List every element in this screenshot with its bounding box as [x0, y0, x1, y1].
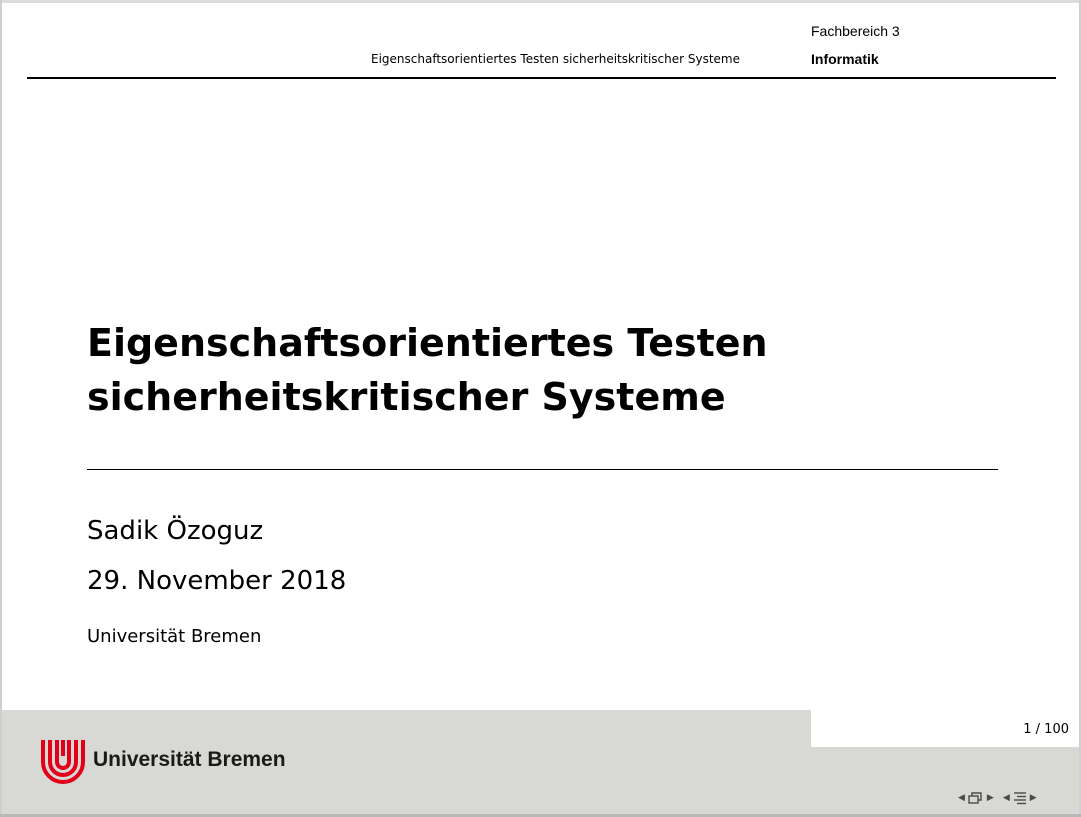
- title-line-2: sicherheitskritischer Systeme: [87, 375, 726, 419]
- outline-icon[interactable]: [1013, 791, 1027, 805]
- title-rule: [87, 469, 998, 470]
- viewer-border-top: [0, 0, 1081, 3]
- header-rule: [27, 77, 1056, 79]
- nav-next-section-arrow-icon[interactable]: ▶: [1029, 793, 1037, 803]
- presentation-date: 29. November 2018: [87, 566, 347, 596]
- page-number: 1 / 100: [1023, 722, 1069, 737]
- beamer-navigation: [958, 789, 1070, 807]
- nav-prev-frame-arrow-icon[interactable]: ◀: [958, 793, 965, 803]
- presentation-title: [87, 316, 987, 424]
- university-logo-icon: [40, 738, 86, 784]
- header-department-name: Informatik: [811, 51, 879, 67]
- author: Sadik Özoguz: [87, 516, 264, 546]
- nav-prev-section-arrow-icon[interactable]: ◀: [1002, 793, 1010, 803]
- title-line-1: Eigenschaftsorientiertes Testen: [87, 321, 768, 365]
- institute: Universität Bremen: [87, 626, 262, 647]
- header-department: Fachbereich 3: [811, 23, 900, 39]
- nav-next-frame-arrow-icon[interactable]: ▶: [986, 793, 994, 803]
- viewer-border-left: [0, 0, 2, 817]
- frame-icon[interactable]: [968, 791, 984, 805]
- header-short-title: Eigenschaftsorientiertes Testen sicherheitskritischer Systeme: [371, 52, 740, 66]
- university-logo-text: Universität Bremen: [93, 748, 286, 771]
